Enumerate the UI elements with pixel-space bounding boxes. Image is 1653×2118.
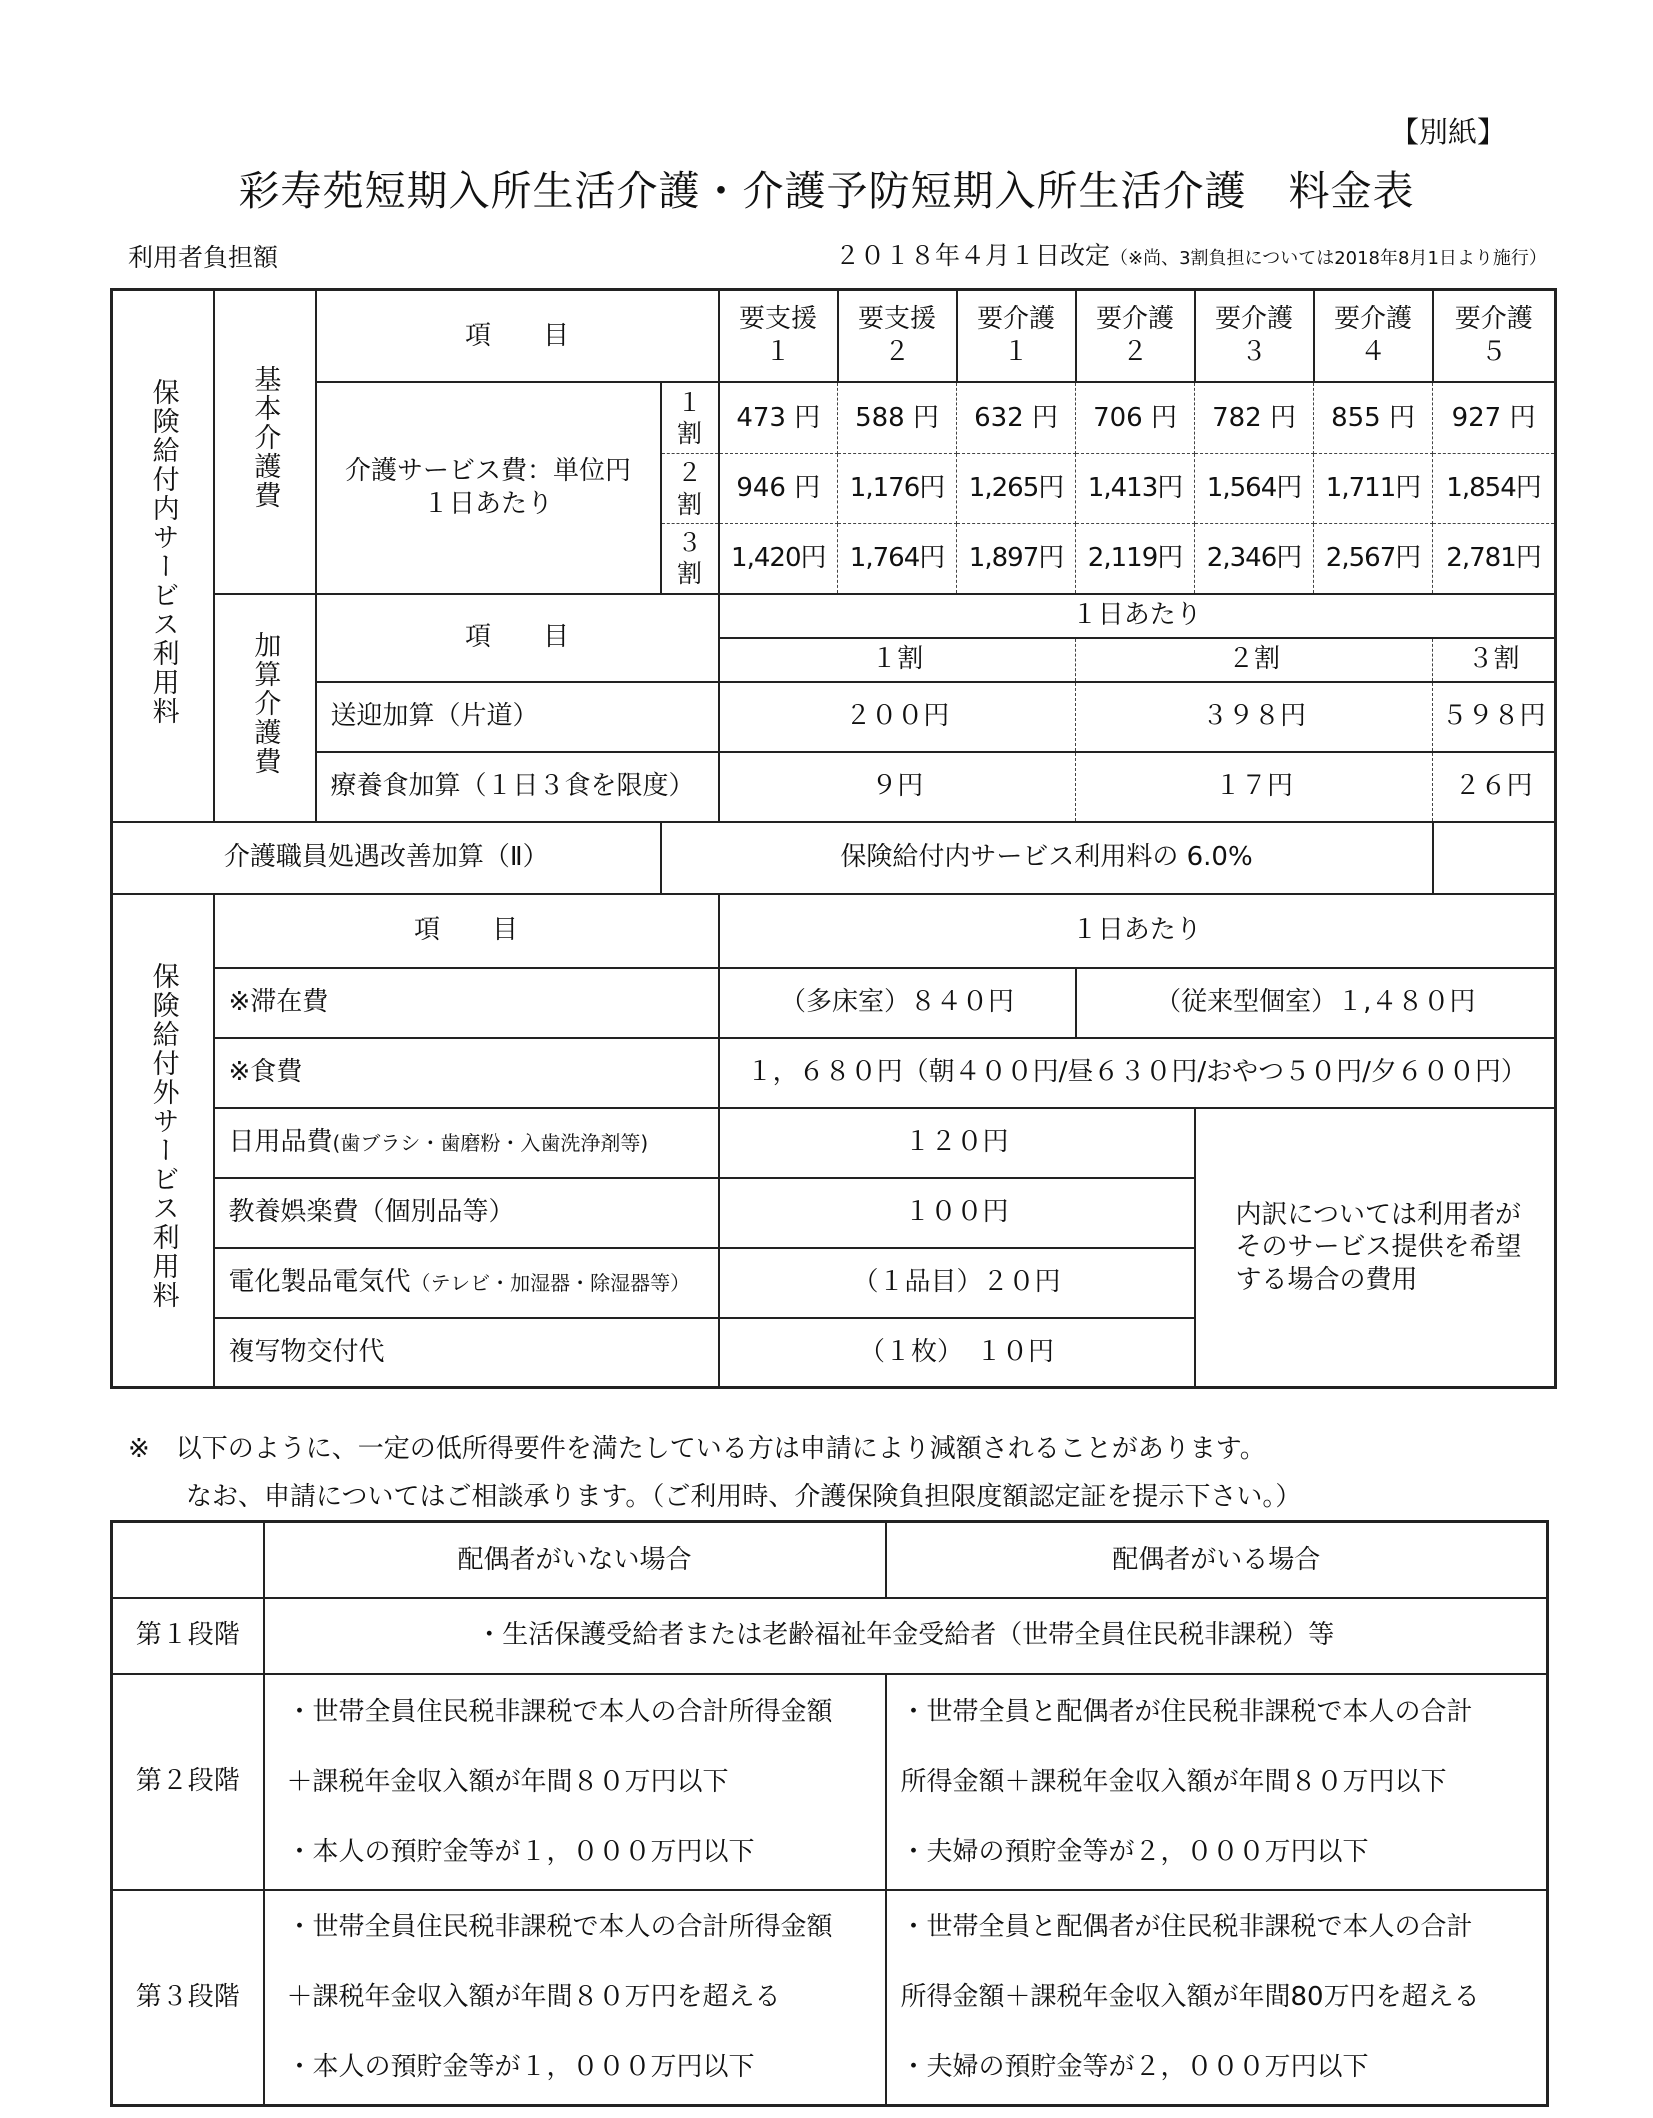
- fee-cell: 1,764円: [838, 524, 957, 594]
- ratio-label: １ 割: [661, 382, 719, 454]
- item-header: 項 目: [316, 594, 719, 682]
- revision-note: （※尚、3割負担については2018年8月1日より施行）: [1110, 248, 1547, 269]
- revision-date: [835, 236, 1547, 272]
- basic-fee-label: 基本介護費: [214, 290, 316, 594]
- item-header: 項 目: [214, 894, 719, 968]
- electric-note: （テレビ・加湿器・除湿器等）: [410, 1271, 691, 1296]
- fee-cell: 588 円: [838, 382, 957, 454]
- col-spouse: 配偶者がいる場合: [886, 1522, 1548, 1598]
- electric-label: 電化製品電気代（テレビ・加湿器・除湿器等）: [214, 1248, 719, 1318]
- level-header: 要支援 １: [719, 290, 838, 382]
- ratio-col-header: １割: [719, 638, 1076, 682]
- level-header: 要介護 ４: [1314, 290, 1433, 382]
- fee-cell: 632 円: [957, 382, 1076, 454]
- fee-cell: 1,897円: [957, 524, 1076, 594]
- stage3-no-spouse: ・世帯全員住民税非課税で本人の合計所得金額 ＋課税年金収入額が年間８０万円を超える ・本人の預貯金等が１，０００万円以下: [264, 1890, 886, 2106]
- staff-improvement-value: 保険給付内サービス利用料の 6.0%: [661, 822, 1433, 894]
- level-header: 要介護 ３: [1195, 290, 1314, 382]
- fee-cell: 1,711円: [1314, 454, 1433, 524]
- fee-cell: 2,119円: [1076, 524, 1195, 594]
- stage2-no-spouse: ・世帯全員住民税非課税で本人の合計所得金額 ＋課税年金収入額が年間８０万円以下 ・本人の預貯金等が１，０００万円以下: [264, 1674, 886, 1890]
- transport-value: ５９８円: [1433, 682, 1556, 752]
- level-header: 要介護 ５: [1433, 290, 1556, 382]
- electric-value: （１品目）２０円: [719, 1248, 1195, 1318]
- stay-label: ※滞在費: [214, 968, 719, 1038]
- item-header: 項 目: [316, 290, 719, 382]
- stage-label: 第１段階: [112, 1598, 264, 1674]
- stage2-spouse: ・世帯全員と配偶者が住民税非課税で本人の合計 所得金額＋課税年金収入額が年間８０万円以下 ・夫婦の預貯金等が２，０００万円以下: [886, 1674, 1548, 1890]
- empty-header: [112, 1522, 264, 1598]
- fee-table: [110, 288, 1557, 1389]
- level-header: 要介護 ２: [1076, 290, 1195, 382]
- ratio-label: ３ 割: [661, 524, 719, 594]
- service-fee-label: 介護サービス費：単位円 １日あたり: [316, 382, 661, 594]
- uninsured-section-label: 保険給付外サービス利用料: [112, 894, 214, 1388]
- fee-cell: 1,413円: [1076, 454, 1195, 524]
- fee-cell: 2,781円: [1433, 524, 1556, 594]
- stay-multi-value: （多床室）８４０円: [719, 968, 1076, 1038]
- daily-goods-value: １２０円: [719, 1108, 1195, 1178]
- culture-value: １００円: [719, 1178, 1195, 1248]
- meal-addition-value: ２６円: [1433, 752, 1556, 822]
- fee-cell: 1,564円: [1195, 454, 1314, 524]
- copy-label: 複写物交付代: [214, 1318, 719, 1388]
- fee-cell: 2,346円: [1195, 524, 1314, 594]
- col-no-spouse: 配偶者がいない場合: [264, 1522, 886, 1598]
- reduction-note-2: なお、申請についてはご相談承ります。（ご利用時、介護保険負担限度額認定証を提示下さい。）: [186, 1482, 1302, 1512]
- staff-improvement-label: 介護職員処遇改善加算（Ⅱ）: [112, 822, 661, 894]
- transport-value: ２００円: [719, 682, 1076, 752]
- user-burden-label: 利用者負担額: [128, 243, 279, 272]
- fee-cell: 855 円: [1314, 382, 1433, 454]
- ratio-col-header: ３割: [1433, 638, 1556, 682]
- fee-cell: 946 円: [719, 454, 838, 524]
- fee-cell: 1,854円: [1433, 454, 1556, 524]
- level-header: 要介護 １: [957, 290, 1076, 382]
- fee-cell: 782 円: [1195, 382, 1314, 454]
- fee-cell: 1,176円: [838, 454, 957, 524]
- food-label: ※食費: [214, 1038, 719, 1108]
- stage3-spouse: ・世帯全員と配偶者が住民税非課税で本人の合計 所得金額＋課税年金収入額が年間80万円を超える ・夫婦の預貯金等が２，０００万円以下: [886, 1890, 1548, 2106]
- meal-addition-label: 療養食加算（１日３食を限度）: [316, 752, 719, 822]
- addition-fee-label: 加算介護費: [214, 594, 316, 822]
- reduction-table: [110, 1520, 1549, 2107]
- meal-addition-value: ９円: [719, 752, 1076, 822]
- daily-goods-note: (歯ブラシ・歯磨粉・入歯洗浄剤等): [332, 1131, 649, 1156]
- food-value: １，６８０円（朝４００円/昼６３０円/おやつ５０円/夕６００円）: [719, 1038, 1556, 1108]
- fee-cell: 706 円: [1076, 382, 1195, 454]
- fee-cell: 1,265円: [957, 454, 1076, 524]
- stage-label: 第２段階: [112, 1674, 264, 1890]
- revision-date-text: ２０１８年４月１日改定: [835, 241, 1111, 270]
- fee-cell: 473 円: [719, 382, 838, 454]
- ratio-label: ２ 割: [661, 454, 719, 524]
- transport-value: ３９８円: [1076, 682, 1433, 752]
- attachment-tag: 【別紙】: [1390, 115, 1507, 149]
- transport-label: 送迎加算（片道）: [316, 682, 719, 752]
- insured-section-label: 保険給付内サービス利用料: [112, 290, 214, 822]
- meal-addition-value: １７円: [1076, 752, 1433, 822]
- stay-private-value: （従来型個室）１,４８０円: [1076, 968, 1556, 1038]
- ratio-col-header: ２割: [1076, 638, 1433, 682]
- culture-label: 教養娯楽費（個別品等）: [214, 1178, 719, 1248]
- daily-goods-label: 日用品費(歯ブラシ・歯磨粉・入歯洗浄剤等): [214, 1108, 719, 1178]
- breakdown-note: 内訳については利用者が そのサービス提供を希望 する場合の費用: [1195, 1108, 1556, 1388]
- level-header: 要支援 ２: [838, 290, 957, 382]
- fee-cell: 1,420円: [719, 524, 838, 594]
- copy-value: （１枚） １０円: [719, 1318, 1195, 1388]
- fee-cell: 2,567円: [1314, 524, 1433, 594]
- stage-label: 第３段階: [112, 1890, 264, 2106]
- reduction-note-1: ※ 以下のように、一定の低所得要件を満たしている方は申請により減額されることがあります。: [128, 1434, 1266, 1464]
- per-day-header: １日あたり: [719, 894, 1556, 968]
- per-day-header: １日あたり: [719, 594, 1556, 638]
- page-title: 彩寿苑短期入所生活介護・介護予防短期入所生活介護 料金表: [238, 167, 1415, 215]
- stage1-text: ・生活保護受給者または老齢福祉年金受給者（世帯全員住民税非課税）等: [264, 1598, 1548, 1674]
- fee-cell: 927 円: [1433, 382, 1556, 454]
